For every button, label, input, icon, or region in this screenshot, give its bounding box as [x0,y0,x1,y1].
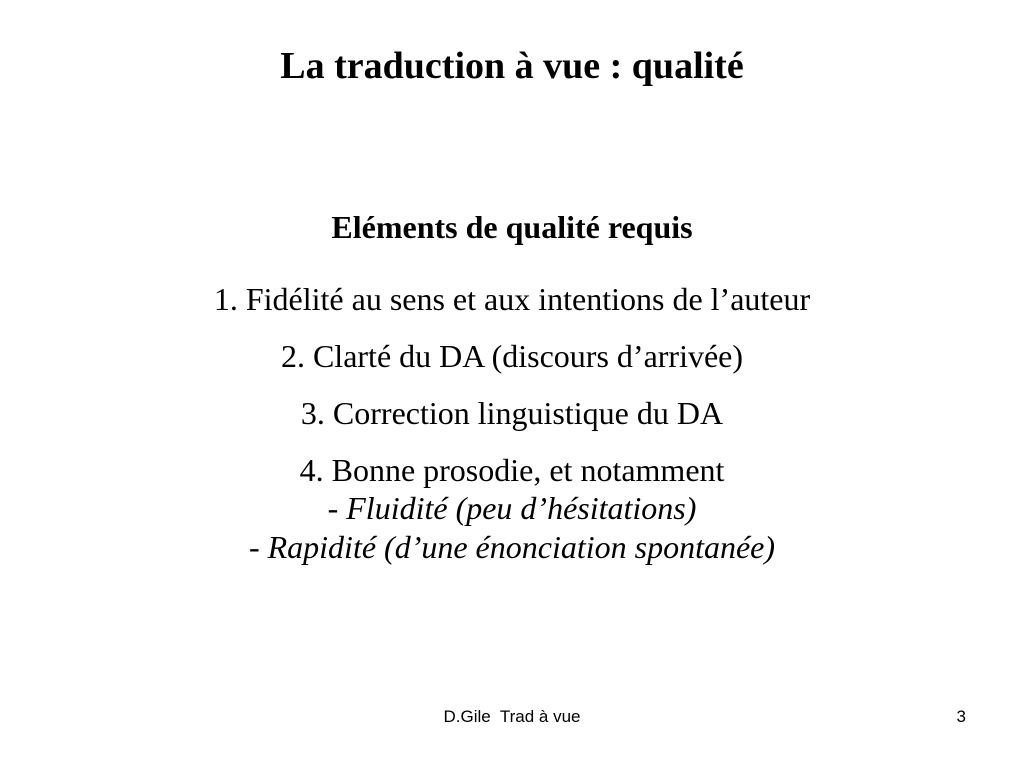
sub-item-dash: - [327,490,347,527]
sub-item-dash: - [248,528,268,565]
sub-list-item [0,528,1024,566]
list-item: 4. Bonne prosodie, et notamment [299,452,725,488]
sub-item-text: Fluidité (peu d’hésitations) [346,490,697,527]
sub-list-item [0,489,1024,527]
sub-item-text: Rapidité (d’une énonciation spontanée) [267,528,776,565]
list-item: 3. Correction linguistique du DA [300,395,724,431]
slide-subtitle: Eléments de qualité requis [331,209,693,245]
list-item: 2. Clarté du DA (discours d’arrivée) [280,338,744,374]
slide-title: La traduction à vue : qualité [280,45,744,87]
footer-text: D.Gile Trad à vue [443,707,581,726]
page-number: 3 [956,707,966,726]
list-item: 1. Fidélité au sens et aux intentions de l’auteur [213,281,811,317]
list-item-group [0,451,1024,566]
